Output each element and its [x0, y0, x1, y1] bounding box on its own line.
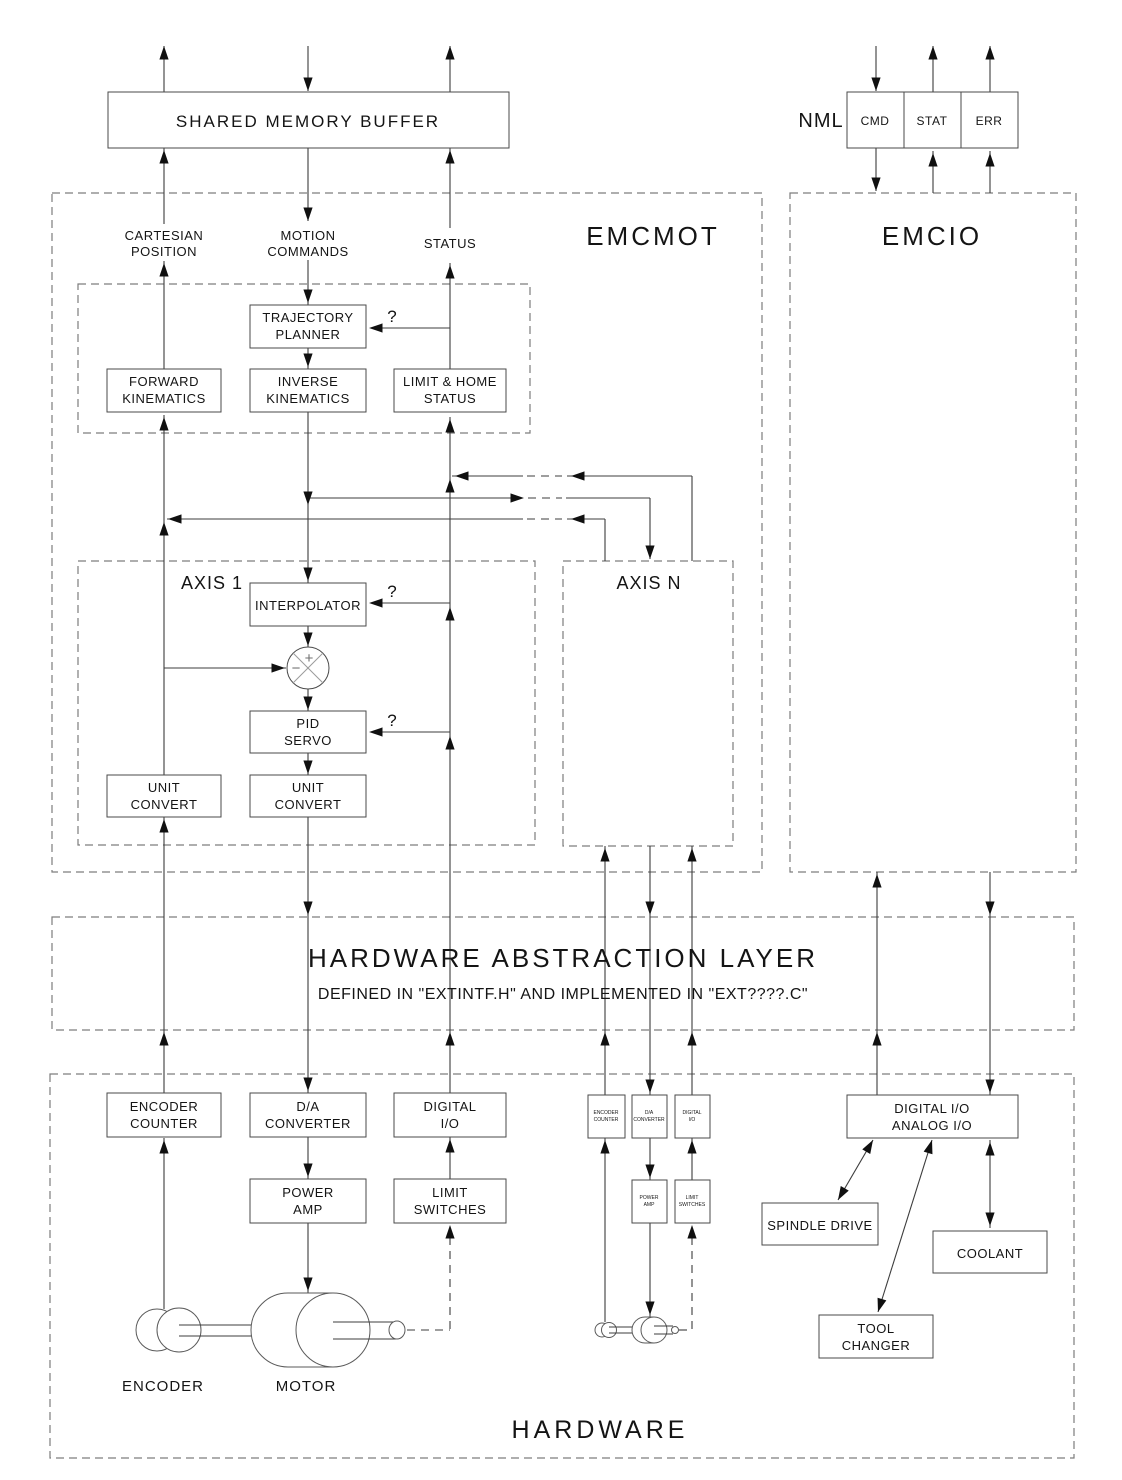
trajectory-planner-label: TRAJECTORY	[262, 310, 354, 325]
svg-text:COUNTER: COUNTER	[130, 1116, 198, 1131]
hal-title: HARDWARE ABSTRACTION LAYER	[308, 943, 818, 973]
status-label: STATUS	[423, 236, 477, 251]
nml-err-label: ERR	[975, 114, 1003, 128]
power-amp-label: POWER	[282, 1185, 334, 1200]
svg-text:AMP: AMP	[643, 1202, 655, 1208]
svg-text:STATUS: STATUS	[423, 391, 477, 406]
interpolator-label: INTERPOLATOR	[255, 598, 361, 613]
forward-kinematics-label: FORWARD	[129, 374, 199, 389]
pid-servo-label: PID	[296, 716, 320, 731]
svg-text:I/O: I/O	[688, 1117, 696, 1123]
coolant-label: COOLANT	[956, 1246, 1024, 1261]
shared-memory-buffer-label: SHARED MEMORY BUFFER	[175, 112, 441, 131]
digital-io-label: DIGITAL	[423, 1099, 477, 1114]
svg-text:CHANGER: CHANGER	[841, 1338, 911, 1353]
limit-switches-label: LIMIT	[432, 1185, 468, 1200]
spindle-drive-label: SPINDLE DRIVE	[767, 1218, 873, 1233]
motor-caption: MOTOR	[275, 1378, 337, 1395]
svg-text:KINEMATICS: KINEMATICS	[266, 391, 350, 406]
summing-plus-sign: +	[304, 650, 314, 667]
mini-encoder-motor-drawing	[595, 1317, 679, 1343]
axis1-title: AXIS 1	[180, 573, 244, 593]
component-boxes	[107, 92, 1047, 1358]
tool-changer-label: TOOL	[857, 1321, 895, 1336]
svg-text:CONVERT: CONVERT	[130, 797, 198, 812]
da-converter-label: D/A	[296, 1099, 320, 1114]
svg-text:CONVERTER: CONVERTER	[265, 1116, 351, 1131]
svg-text:CONVERTER: CONVERTER	[633, 1117, 665, 1123]
hal-subtitle: DEFINED IN "EXTINTF.H" AND IMPLEMENTED IN "EXT????.C"	[317, 986, 809, 1003]
unit-convert-left-label: UNIT	[147, 780, 181, 795]
emcio-title: EMCIO	[881, 221, 983, 251]
svg-text:SWITCHES: SWITCHES	[678, 1202, 706, 1208]
question-mark-pid: ?	[387, 711, 397, 730]
encoder-caption: ENCODER	[121, 1378, 205, 1395]
unit-convert-mid-label: UNIT	[291, 780, 325, 795]
svg-text:COMMANDS: COMMANDS	[267, 244, 349, 259]
mini-da-converter-label: D/A	[644, 1110, 654, 1116]
nml-stat-label: STAT	[916, 114, 948, 128]
axisn-container	[563, 561, 733, 846]
question-mark-interpolator: ?	[387, 582, 397, 601]
mini-digital-io-label: DIGITAL	[682, 1110, 702, 1116]
nml-label: NML	[798, 110, 844, 132]
summing-minus-sign: −	[291, 660, 301, 677]
emcio-container	[790, 193, 1076, 872]
svg-text:POSITION: POSITION	[130, 244, 198, 259]
svg-text:COUNTER: COUNTER	[593, 1117, 619, 1123]
svg-text:ANALOG I/O: ANALOG I/O	[891, 1118, 973, 1133]
mini-power-amp-label: POWER	[639, 1195, 659, 1201]
digital-analog-io-label: DIGITAL I/O	[894, 1101, 970, 1116]
svg-text:PLANNER: PLANNER	[275, 327, 341, 342]
question-mark-trajectory: ?	[387, 307, 397, 326]
limit-home-status-label: LIMIT & HOME	[403, 374, 497, 389]
encoder-counter-label: ENCODER	[129, 1099, 199, 1114]
emcmot-container	[52, 193, 762, 872]
svg-text:AMP: AMP	[293, 1202, 323, 1217]
hardware-title: HARDWARE	[511, 1416, 689, 1444]
svg-text:SERVO: SERVO	[284, 733, 332, 748]
svg-text:I/O: I/O	[440, 1116, 460, 1131]
motion-commands-label: MOTION	[280, 228, 336, 243]
inverse-kinematics-label: INVERSE	[277, 374, 339, 389]
emcmot-title: EMCMOT	[586, 221, 720, 251]
cartesian-position-label: CARTESIAN	[124, 228, 204, 243]
nml-cmd-label: CMD	[860, 114, 890, 128]
svg-text:SWITCHES: SWITCHES	[413, 1202, 487, 1217]
svg-text:CONVERT: CONVERT	[274, 797, 342, 812]
svg-text:KINEMATICS: KINEMATICS	[122, 391, 206, 406]
mini-encoder-counter-label: ENCODER	[593, 1110, 619, 1116]
axisn-title: AXIS N	[616, 573, 682, 593]
encoder-motor-drawing	[136, 1293, 405, 1367]
hal-container	[52, 917, 1074, 1030]
mini-limit-switches-label: LIMIT	[685, 1195, 699, 1201]
